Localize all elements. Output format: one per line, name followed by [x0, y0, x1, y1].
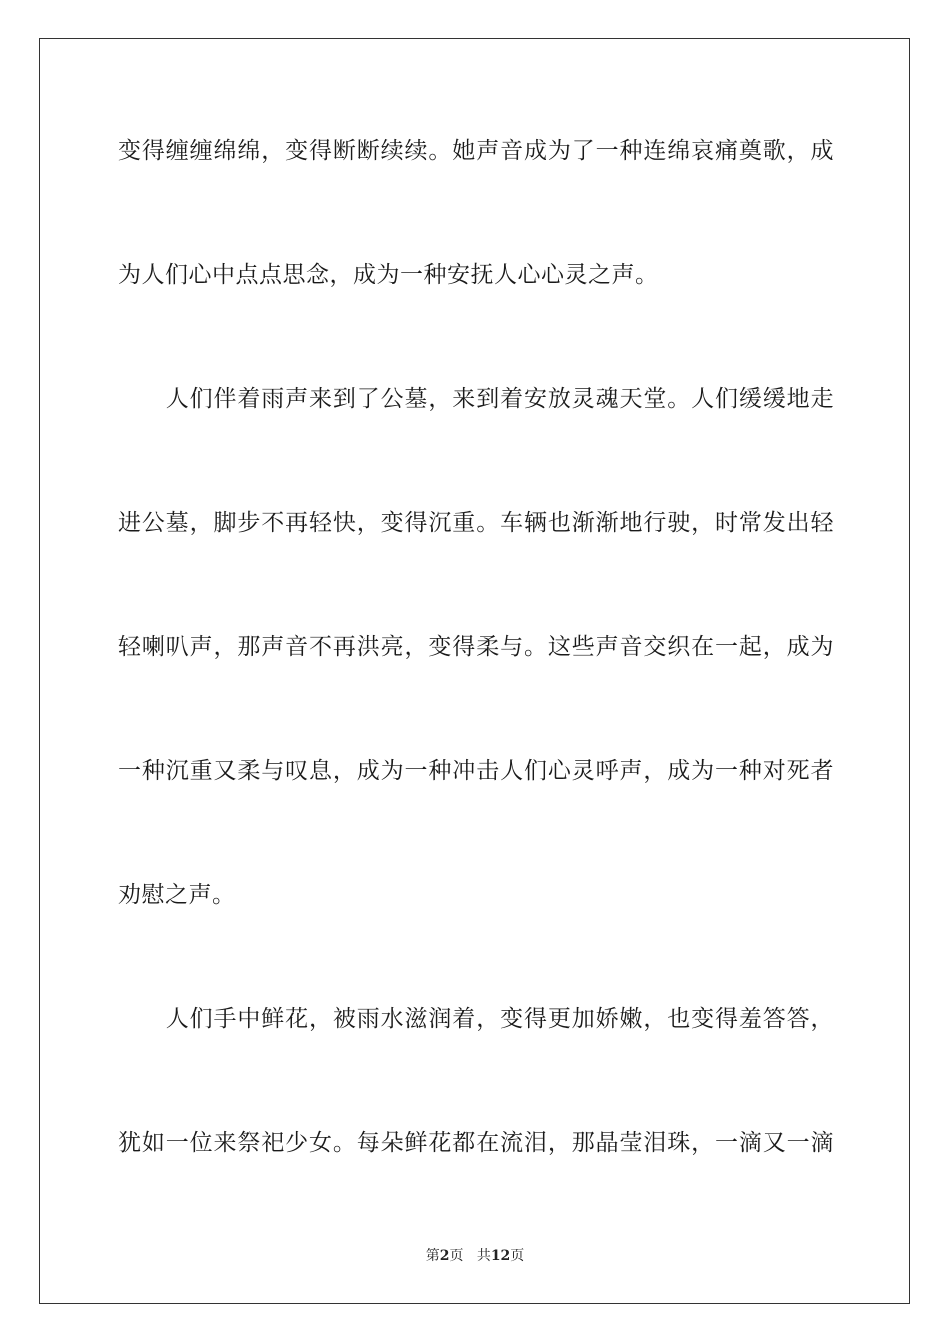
page-number: 2 [439, 1248, 450, 1264]
text-line: 进公墓，脚步不再轻快，变得沉重。车辆也渐渐地行驶，时常发出轻 [118, 510, 834, 536]
text-line: 人们手中鲜花，被雨水滋润着，变得更加娇嫩，也变得羞答答， [118, 1006, 834, 1032]
page-footer [0, 1247, 950, 1265]
page-suffix: 页 [449, 1248, 464, 1264]
total-pages: 12 [490, 1248, 511, 1264]
total-prefix: 共 [476, 1248, 491, 1264]
page-prefix: 第 [425, 1248, 440, 1264]
page-border [39, 38, 910, 1304]
text-line: 一种沉重又柔与叹息，成为一种冲击人们心灵呼声，成为一种对死者 [118, 758, 834, 784]
total-suffix: 页 [510, 1248, 525, 1264]
text-line: 轻喇叭声，那声音不再洪亮，变得柔与。这些声音交织在一起，成为 [118, 634, 834, 660]
text-line: 为人们心中点点思念，成为一种安抚人心心灵之声。 [118, 262, 659, 288]
text-line: 犹如一位来祭祀少女。每朵鲜花都在流泪，那晶莹泪珠，一滴又一滴 [118, 1130, 834, 1156]
text-line: 变得缠缠绵绵，变得断断续续。她声音成为了一种连绵哀痛奠歌，成 [118, 138, 834, 164]
text-line: 人们伴着雨声来到了公墓，来到着安放灵魂天堂。人们缓缓地走 [118, 386, 834, 412]
text-line: 劝慰之声。 [118, 882, 236, 908]
